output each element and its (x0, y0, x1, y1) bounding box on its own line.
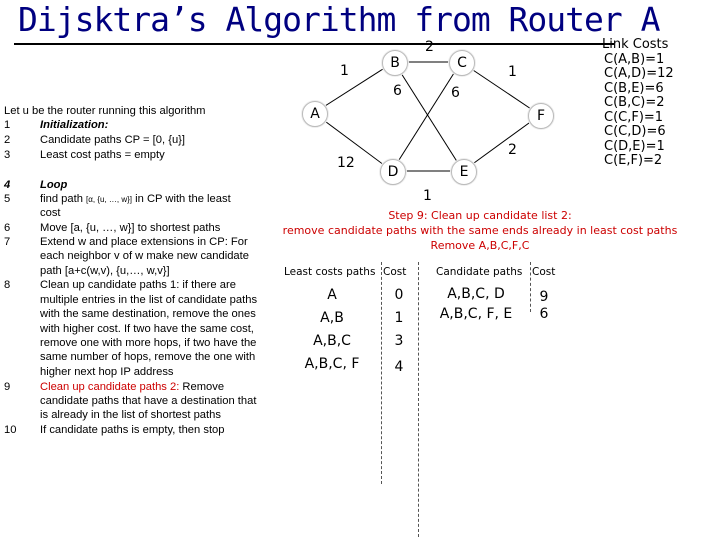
algorithm-line-cont: multiple entries in the list of candidate paths (40, 294, 258, 306)
link-cost: C(D,E)=1 (604, 139, 665, 154)
link-cost: C(E,F)=2 (604, 153, 663, 168)
algorithm-line-cont: is already in the list of shortest paths (40, 409, 221, 421)
least-cost-value: 3 (394, 333, 404, 349)
algorithm-line-cont: path [a+c(w,v), {u,…, w,v}] (40, 265, 170, 277)
node-b: B (382, 50, 408, 76)
link-cost: C(C,F)=1 (604, 110, 664, 125)
table-separator (418, 262, 419, 537)
node-c: C (449, 50, 475, 76)
least-cost-value: 1 (394, 310, 404, 326)
algorithm-line-cont: same number of hops, remove the one with (40, 351, 256, 363)
least-cost-path: A (327, 287, 337, 303)
weight-b-c: 2 (425, 39, 434, 55)
weight-b-e: 6 (393, 83, 402, 99)
link-cost: C(A,B)=1 (604, 52, 665, 67)
least-cost-cost-header: Cost (383, 266, 407, 278)
algorithm-line: Least cost paths = empty (40, 149, 165, 161)
algorithm-line-cont: with higher cost. If two have the same cost, (40, 323, 254, 335)
algorithm-line-cont: cost (40, 207, 61, 219)
algorithm-line: Loop (40, 179, 68, 191)
node-e: E (451, 159, 477, 185)
algorithm-line-part: [α, {u, …, w}] (86, 195, 133, 204)
candidate-cost: 9 (539, 289, 549, 305)
line-number: 5 (4, 193, 11, 205)
candidate-cost-header: Cost (532, 266, 556, 278)
least-cost-path: A,B,C, F (304, 356, 360, 372)
link-cost: C(C,D)=6 (604, 124, 666, 139)
least-cost-value: 0 (394, 287, 404, 303)
link-costs-title: Link Costs (602, 37, 669, 52)
edge-e-f (463, 115, 540, 171)
line-number: 2 (4, 134, 11, 146)
least-cost-value: 4 (394, 359, 404, 375)
algorithm-line-cont: higher next hop IP address (40, 366, 174, 378)
least-cost-path: A,B (320, 310, 344, 326)
line-number: 3 (4, 149, 11, 161)
weight-c-f: 1 (508, 64, 517, 80)
page-title: Dijsktra’s Algorithm from Router A (18, 0, 660, 39)
line-number: 10 (4, 424, 17, 436)
step-line: remove candidate paths with the same ends already in least cost paths (282, 224, 678, 237)
candidate-cost: 6 (539, 306, 549, 322)
edge-a-b (314, 62, 394, 113)
line-number: 6 (4, 222, 11, 234)
weight-c-d: 6 (451, 85, 460, 101)
edge-c-d (392, 62, 461, 171)
algorithm-line: Clean up candidate paths 1: if there are (40, 279, 236, 291)
link-cost: C(B,C)=2 (604, 95, 665, 110)
algorithm-line: Candidate paths CP = [0, {u}] (40, 134, 186, 146)
algorithm-line-cont: with the same destination, remove the ones (40, 308, 256, 320)
node-a: A (302, 101, 328, 127)
step-line: Step 9: Clean up candidate list 2: (388, 209, 572, 222)
least-cost-header: Least costs paths (284, 266, 376, 278)
algorithm-line-cont: remove one with more hops, if two have the (40, 337, 257, 349)
algorithm-line: If candidate paths is empty, then stop (40, 424, 225, 436)
candidate-header: Candidate paths (436, 266, 523, 278)
line-number: 9 (4, 381, 11, 393)
algorithm-line: Move [a, {u, …, w}] to shortest paths (40, 222, 221, 234)
line-number: 4 (4, 179, 11, 191)
weight-e-f: 2 (508, 142, 517, 158)
algorithm-line-cont: candidate paths that have a destination that (40, 395, 257, 407)
weight-a-b: 1 (340, 63, 349, 79)
link-cost: C(A,D)=12 (604, 66, 674, 81)
algorithm-line-part: find path (40, 193, 87, 205)
line-number: 7 (4, 236, 11, 248)
edge-b-e (394, 62, 463, 171)
algorithm-line-cont: each neighbor v of w make new candidate (40, 250, 249, 262)
algorithm-line: Initialization: (40, 119, 109, 131)
link-cost: C(B,E)=6 (604, 81, 664, 96)
weight-d-e: 1 (423, 188, 432, 204)
algorithm-line: Extend w and place extensions in CP: For (40, 236, 248, 248)
node-d: D (380, 159, 406, 185)
algorithm-intro: Let u be the router running this algorithm (4, 105, 206, 117)
algorithm-line-part: Remove (179, 381, 225, 393)
algorithm-line-part: Clean up candidate paths 2: (40, 381, 180, 393)
weight-a-d: 12 (337, 155, 355, 171)
algorithm-line-part: in CP with the least (132, 193, 231, 205)
candidate-path: A,B,C, D (447, 286, 505, 302)
candidate-path: A,B,C, F, E (439, 306, 513, 322)
line-number: 1 (4, 119, 11, 131)
node-f: F (528, 103, 554, 129)
least-cost-path: A,B,C (313, 333, 351, 349)
least-cost-divider (381, 262, 382, 484)
step-line: Remove A,B,C,F,C (430, 239, 530, 252)
line-number: 8 (4, 279, 11, 291)
